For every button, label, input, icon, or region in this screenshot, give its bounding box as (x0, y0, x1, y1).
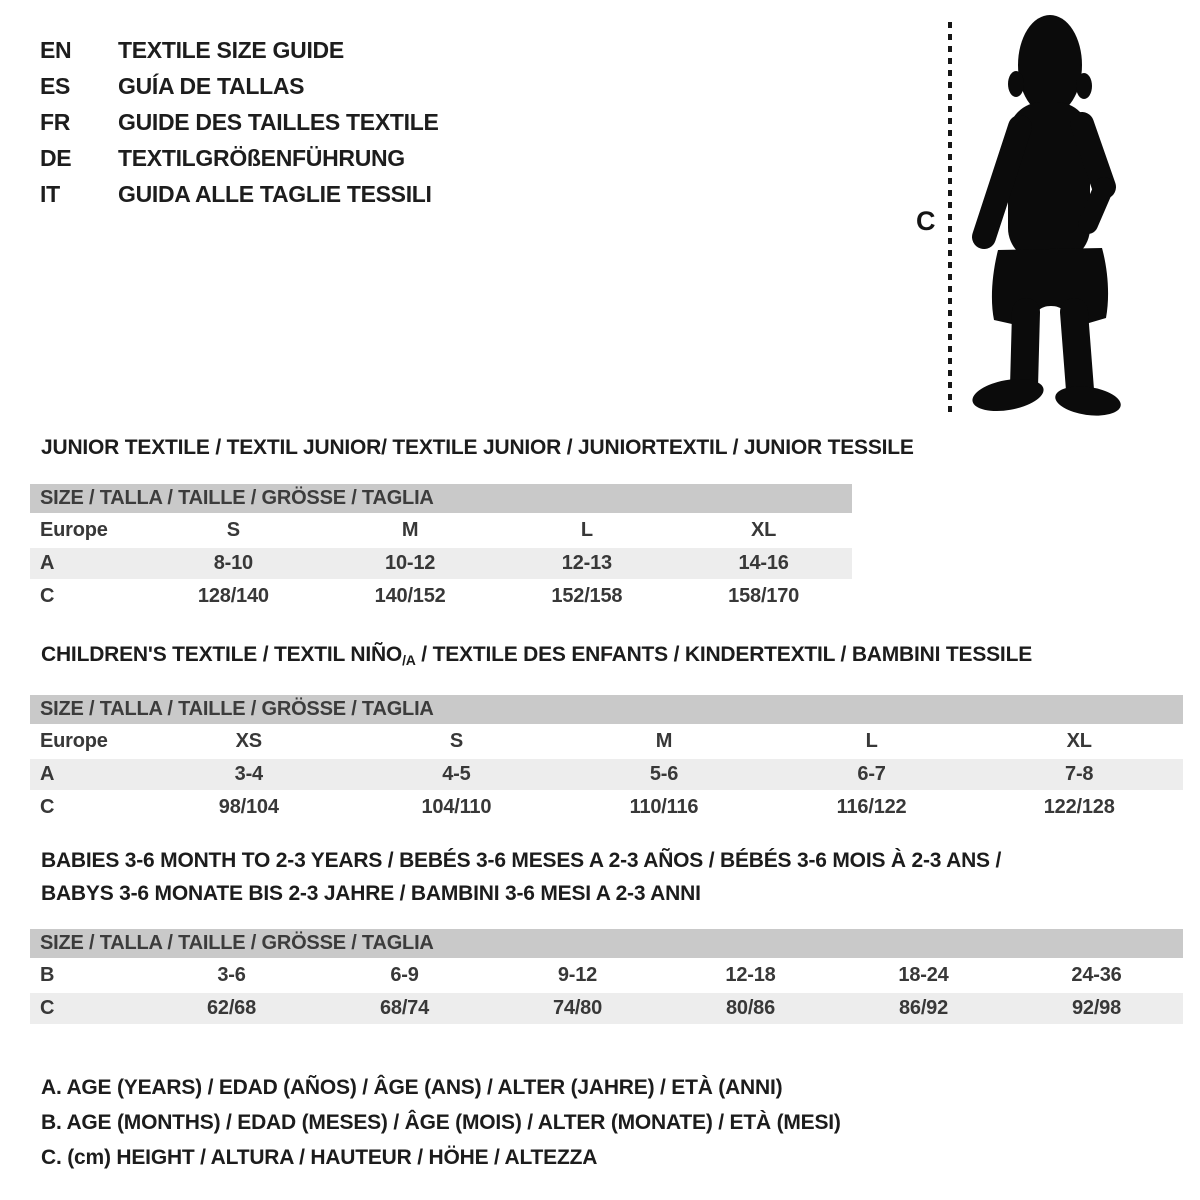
table-row-height (30, 792, 1183, 823)
value-cell: 12-18 (725, 964, 776, 986)
language-label: GUÍA DE TALLAS (118, 72, 305, 99)
language-code: FR (40, 108, 71, 135)
table-row-height (30, 581, 852, 612)
height-measure-line (948, 22, 952, 416)
size-cell: M (401, 519, 419, 541)
value-cell: 10-12 (385, 552, 436, 574)
value-cell: 86/92 (898, 997, 949, 1019)
height-measure-label: C (916, 206, 936, 236)
language-label: GUIDA ALLE TAGLIE TESSILI (118, 180, 432, 207)
value-cell: 18-24 (898, 964, 949, 986)
value-cell: 80/86 (725, 997, 776, 1019)
row-label: A (40, 763, 55, 785)
table-row-sizes (30, 515, 852, 546)
size-cell: S (449, 730, 463, 752)
legend-line-c: C. (cm) HEIGHT / ALTURA / HAUTEUR / HÖHE / ALTEZZA (41, 1146, 598, 1169)
value-cell: 4-5 (442, 763, 471, 785)
children-title-suffix: / TEXTILE DES ENFANTS / KINDERTEXTIL / BAMBINI TESSILE (415, 643, 1033, 666)
language-row-fr (40, 104, 439, 140)
row-label: B (40, 964, 55, 986)
children-section-title (41, 643, 1032, 668)
value-cell: 68/74 (379, 997, 430, 1019)
value-cell: 152/158 (551, 585, 623, 607)
size-cell: XL (751, 519, 777, 541)
language-code: EN (40, 36, 72, 63)
value-cell: 92/98 (1071, 997, 1122, 1019)
row-label: Europe (40, 519, 108, 541)
junior-section-title: JUNIOR TEXTILE / TEXTIL JUNIOR/ TEXTILE JUNIOR / JUNIORTEXTIL / JUNIOR TESSILE (41, 436, 914, 459)
toddler-silhouette-icon (964, 12, 1140, 422)
value-cell: 7-8 (1065, 763, 1094, 785)
value-cell: 62/68 (206, 997, 257, 1019)
language-row-it (40, 176, 439, 212)
value-cell: 12-13 (561, 552, 612, 574)
language-row-es (40, 68, 439, 104)
size-header-bar: SIZE / TALLA / TAILLE / GRÖSSE / TAGLIA (30, 484, 852, 513)
language-label: GUIDE DES TAILLES TEXTILE (118, 108, 439, 135)
table-row-age (30, 548, 852, 579)
size-header-bar: SIZE / TALLA / TAILLE / GRÖSSE / TAGLIA (30, 929, 1183, 958)
children-table (30, 695, 1183, 823)
value-cell: 116/122 (836, 796, 907, 818)
row-label: C (40, 997, 55, 1019)
row-label: A (40, 552, 55, 574)
language-code: ES (40, 72, 71, 99)
value-cell: 14-16 (738, 552, 789, 574)
value-cell: 5-6 (649, 763, 679, 785)
table-row-sizes (30, 726, 1183, 757)
row-label: Europe (40, 730, 108, 752)
language-list (40, 32, 439, 212)
size-header-bar: SIZE / TALLA / TAILLE / GRÖSSE / TAGLIA (30, 695, 1183, 724)
size-cell: XL (1066, 730, 1092, 752)
language-row-de (40, 140, 439, 176)
language-code: IT (40, 180, 60, 207)
size-cell: L (580, 519, 593, 541)
language-label: TEXTILE SIZE GUIDE (118, 36, 344, 63)
value-cell: 140/152 (374, 585, 446, 607)
babies-section-title-line1: BABIES 3-6 MONTH TO 2-3 YEARS / BEBÉS 3-6 MESES A 2-3 AÑOS / BÉBÉS 3-6 MOIS À 2-3 ANS / (41, 849, 1002, 872)
value-cell: 128/140 (197, 585, 269, 607)
size-cell: S (226, 519, 240, 541)
size-cell: XS (235, 730, 262, 752)
children-title-prefix: CHILDREN'S TEXTILE / TEXTIL NIÑO (41, 643, 403, 666)
row-label: C (40, 796, 55, 818)
table-row-age (30, 759, 1183, 790)
children-title-subscript: /A (402, 652, 416, 668)
legend (41, 1070, 841, 1175)
value-cell: 8-10 (213, 552, 253, 574)
height-figure (900, 0, 1200, 440)
legend-line-a: A. AGE (YEARS) / EDAD (AÑOS) / ÂGE (ANS) / ALTER (JAHRE) / ETÀ (ANNI) (41, 1076, 783, 1099)
junior-table (30, 484, 852, 612)
value-cell: 104/110 (421, 796, 492, 818)
value-cell: 122/128 (1043, 796, 1115, 818)
value-cell: 74/80 (552, 997, 603, 1019)
value-cell: 3-6 (217, 964, 246, 986)
value-cell: 98/104 (218, 796, 279, 818)
value-cell: 3-4 (234, 763, 263, 785)
value-cell: 6-9 (390, 964, 419, 986)
legend-line-b: B. AGE (MONTHS) / EDAD (MESES) / ÂGE (MOIS) / ALTER (MONATE) / ETÀ (MESI) (41, 1111, 841, 1134)
value-cell: 6-7 (857, 763, 886, 785)
value-cell: 110/116 (629, 796, 699, 818)
babies-section-title-line2: BABYS 3-6 MONATE BIS 2-3 JAHRE / BAMBINI 3-6 MESI A 2-3 ANNI (41, 882, 701, 905)
language-label: TEXTILGRÖßENFÜHRUNG (118, 144, 405, 171)
language-row-en (40, 32, 439, 68)
size-cell: L (865, 730, 878, 752)
size-cell: M (655, 730, 673, 752)
table-row-months (30, 960, 1183, 991)
table-row-height (30, 993, 1183, 1024)
value-cell: 9-12 (557, 964, 598, 986)
value-cell: 24-36 (1071, 964, 1122, 986)
row-label: C (40, 585, 55, 607)
language-code: DE (40, 144, 72, 171)
babies-table (30, 929, 1183, 1024)
value-cell: 158/170 (728, 585, 800, 607)
